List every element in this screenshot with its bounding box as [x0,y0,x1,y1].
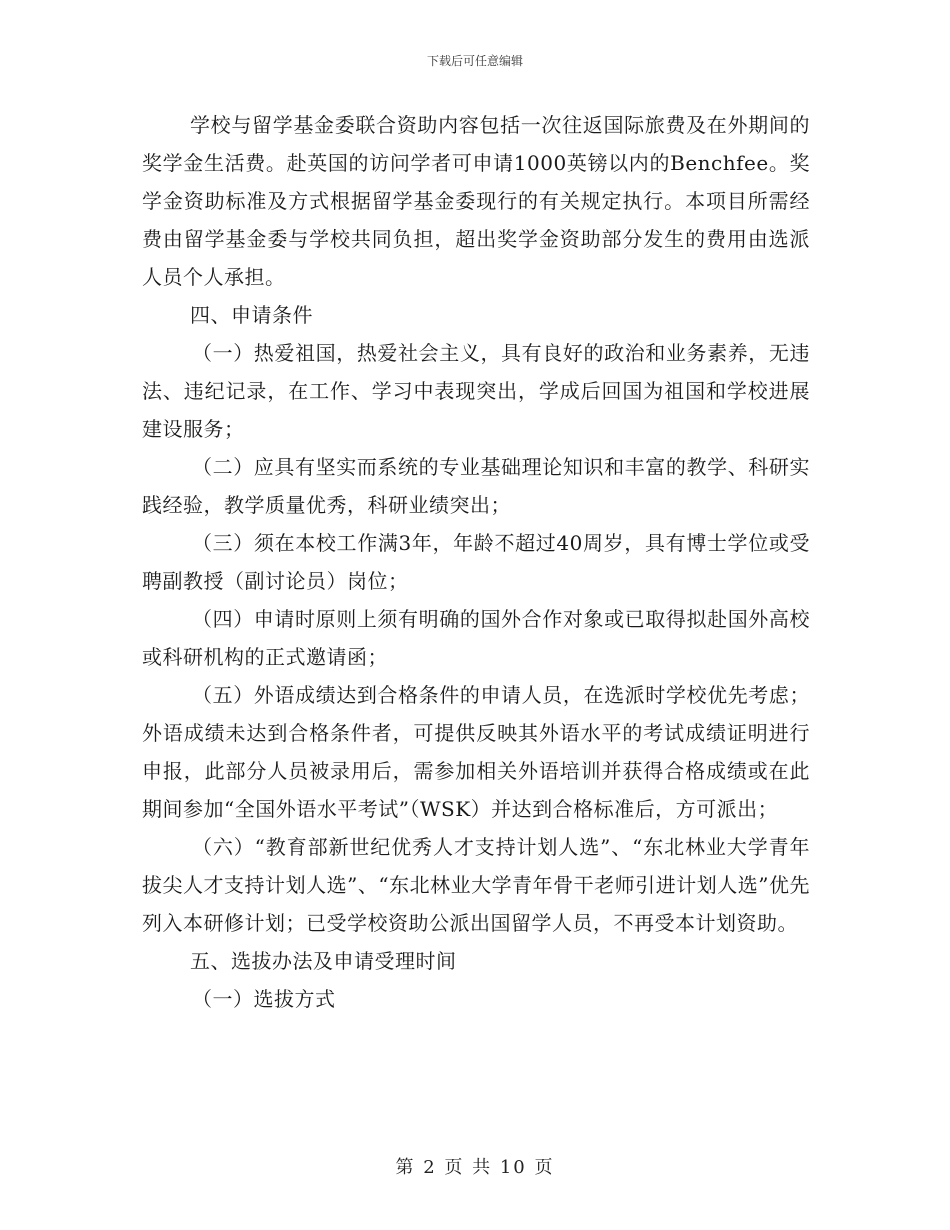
condition-item-4: （四）申请时原则上须有明确的国外合作对象或已取得拟赴国外高校或科研机构的正式邀请函； [142,607,810,669]
condition-item-6: （六）“教育部新世纪优秀人才支持计划人选”、“东北林业大学青年拔尖人才支持计划人选”、“东北林业大学青年骨干老师引进计划人选”优先列入本研修计划；已受学校资助公派出国留学人员，不再受本计划资助。 [142,835,810,935]
document-body [142,106,810,1018]
condition-item-1: （一）热爱祖国，热爱社会主义，具有良好的政治和业务素养，无违法、违纪记录，在工作、学习中表现突出，学成后回国为祖国和学校进展建设服务； [142,341,810,441]
subsection-heading-selection-way: （一）选拔方式 [192,987,336,1011]
condition-item-3: （三）须在本校工作满3年，年龄不超过40周岁，具有博士学位或受聘副教授（副讨论员）岗位； [142,531,810,593]
paragraph-funding: 学校与留学基金委联合资助内容包括一次往返国际旅费及在外期间的奖学金生活费。赴英国的访问学者可申请1000英镑以内的Benchfee。奖学金资助标准及方式根据留学基金委现行的有关规定执行。本项目所需经费由留学基金委与学校共同负担，超出奖学金资助部分发生的费用由选派人员个人承担。 [142,113,810,289]
condition-item-2: （二）应具有坚实而系统的专业基础理论知识和丰富的教学、科研实践经验，教学质量优秀，科研业绩突出； [142,455,810,517]
section-heading-application-conditions: 四、申请条件 [190,303,313,327]
page-header: 下载后可任意编辑 [426,54,523,68]
page-footer: 第 2 页 共 10 页 [395,1157,555,1178]
condition-item-5: （五）外语成绩达到合格条件的申请人员，在选派时学校优先考虑；外语成绩未达到合格条件者，可提供反映其外语水平的考试成绩证明进行申报，此部分人员被录用后，需参加相关外语培训并获得合格成绩或在此期间参加“全国外语水平考试”（WSK）并达到合格标准后，方可派出； [142,683,810,821]
section-heading-selection-method: 五、选拔办法及申请受理时间 [190,949,457,973]
